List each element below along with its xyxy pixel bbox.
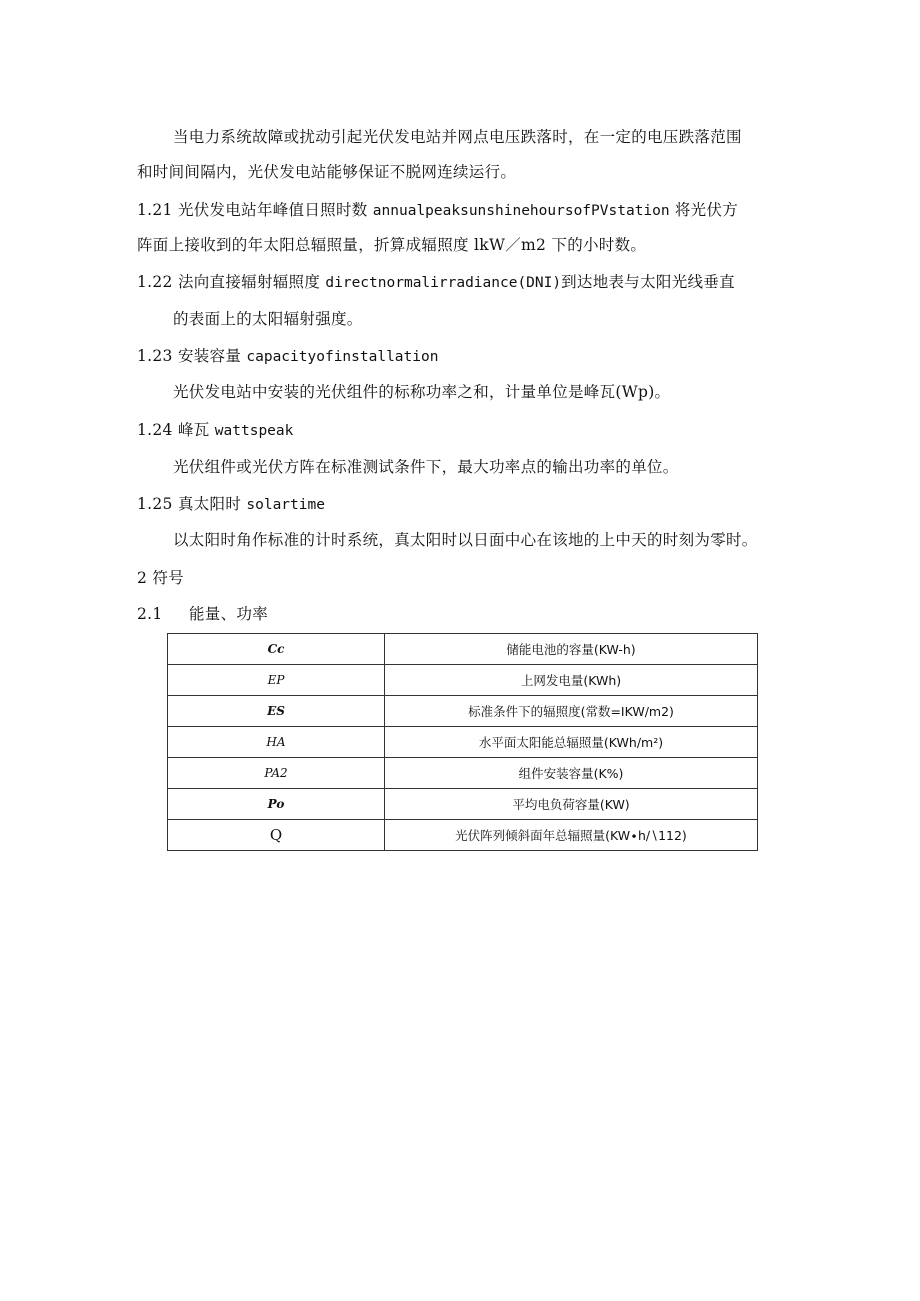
symbol-cell: HA — [168, 727, 385, 758]
term-title: 安装容量 — [177, 347, 242, 365]
symbol-cell: Q — [168, 820, 385, 851]
section-1-24-heading — [137, 419, 293, 442]
symbol-cell: ES — [168, 696, 385, 727]
symbol-cell: EP — [168, 665, 385, 696]
term-english: solartime — [246, 497, 325, 513]
term-title: 光伏发电站年峰值日照时数 — [177, 201, 368, 219]
text: 以太阳时角作标准的计时系统，真太阳时以日面中心在该地的上中天的时刻为零时。 — [173, 531, 758, 549]
symbol-cell: Po — [168, 789, 385, 820]
paragraph-line — [173, 456, 679, 478]
table-row — [168, 758, 758, 789]
section-2-heading — [137, 567, 184, 589]
table-row — [168, 665, 758, 696]
term-english: annualpeaksunshinehoursofPVstation — [372, 203, 670, 219]
text: 阵面上接收到的年太阳总辐照量，折算成辐照度 lkW／m2 下的小时数。 — [137, 236, 647, 254]
description-cell: 光伏阵列倾斜面年总辐照量(KW∙h∕∖112) — [385, 820, 758, 851]
symbol-cell: Cc — [168, 634, 385, 665]
term-english: wattspeak — [214, 423, 294, 439]
term-english: capacityofinstallation — [246, 349, 439, 365]
term-title: 真太阳时 — [177, 495, 242, 513]
section-number: 2.1 — [137, 605, 163, 623]
term-title: 能量、功率 — [189, 605, 269, 623]
term-title: 峰瓦 — [177, 421, 210, 439]
text: 光伏组件或光伏方阵在标准测试条件下，最大功率点的输出功率的单位。 — [173, 458, 679, 476]
text: 到达地表与太阳光线垂直 — [561, 273, 735, 291]
description-cell: 上网发电量(KWh) — [385, 665, 758, 696]
description-cell: 储能电池的容量(KW-h) — [385, 634, 758, 665]
description-cell: 标准条件下的辐照度(常数=IKW/m2) — [385, 696, 758, 727]
table-row — [168, 820, 758, 851]
term-english: directnormalirradiance(DNI) — [325, 275, 562, 291]
section-1-23-heading — [137, 345, 438, 368]
text: 当电力系统故障或扰动引起光伏发电站并网点电压跌落时，在一定的电压跌落范围 — [173, 128, 742, 146]
paragraph-line — [173, 308, 363, 330]
symbol-cell: PA2 — [168, 758, 385, 789]
section-number: 1.22 — [137, 273, 173, 291]
section-number: 1.24 — [137, 421, 173, 439]
description-cell: 水平面太阳能总辐照量(KWh∕m²) — [385, 727, 758, 758]
section-2-1-heading — [137, 603, 268, 625]
section-1-22-heading — [137, 271, 735, 294]
paragraph-line — [173, 126, 742, 148]
table-row — [168, 696, 758, 727]
text: 光伏发电站中安装的光伏组件的标称功率之和，计量单位是峰瓦(Wp)。 — [173, 383, 671, 401]
text: 和时间间隔内，光伏发电站能够保证不脱网连续运行。 — [137, 163, 517, 181]
table-row — [168, 634, 758, 665]
table-row — [168, 789, 758, 820]
section-1-25-heading — [137, 493, 325, 516]
paragraph-line — [173, 381, 670, 403]
term-title: 法向直接辐射辐照度 — [177, 273, 321, 291]
paragraph-line — [137, 161, 516, 183]
symbols-table — [167, 633, 758, 851]
paragraph-line — [137, 234, 646, 256]
text: 将光伏方 — [674, 201, 739, 219]
description-cell: 平均电负荷容量(KW) — [385, 789, 758, 820]
section-number: 1.23 — [137, 347, 173, 365]
text: 2 符号 — [137, 569, 184, 587]
section-number: 1.25 — [137, 495, 173, 513]
text: 的表面上的太阳辐射强度。 — [173, 310, 363, 328]
section-1-21-heading — [137, 199, 738, 222]
paragraph-line — [173, 529, 758, 551]
table-row — [168, 727, 758, 758]
description-cell: 组件安装容量(K%) — [385, 758, 758, 789]
section-number: 1.21 — [137, 201, 173, 219]
